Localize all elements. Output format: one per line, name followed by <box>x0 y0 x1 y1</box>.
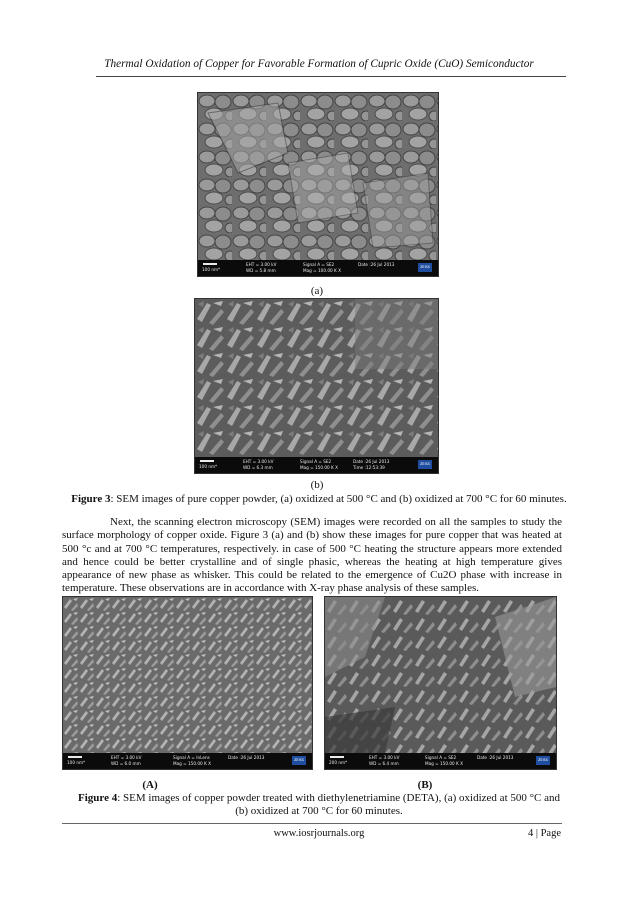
scale-label: 100 nm* <box>199 464 218 469</box>
eht-label: EHT = 3.00 kV <box>243 459 274 464</box>
wd-label: WD = 5.8 mm <box>246 268 276 273</box>
wd-label: WD = 6.0 mm <box>111 761 141 766</box>
scale-bar <box>68 756 82 758</box>
running-title: Thermal Oxidation of Copper for Favorable Formation of Cupric Oxide (CuO) Semiconductor <box>104 58 534 70</box>
zeiss-logo: ZEISS <box>536 756 550 765</box>
sem-image-3a <box>197 92 439 277</box>
eht-label: EHT = 3.00 kV <box>369 755 400 760</box>
figure-3-caption <box>0 493 638 505</box>
figure-4-caption-text: : SEM images of copper powder treated with diethylenetriamine (DETA), (a) oxidized at 500 °C and <box>117 792 560 804</box>
eht-label: EHT = 3.00 kV <box>111 755 142 760</box>
zeiss-logo: ZEISS <box>418 263 432 272</box>
mag-label: Mag = 150.00 K X <box>425 761 463 766</box>
header-rule <box>96 76 566 77</box>
mag-label: Mag = 150.00 K X <box>173 761 211 766</box>
scale-label: 100 nm* <box>67 760 86 765</box>
sem-info-bar-3a <box>198 260 438 276</box>
body-paragraph-text: Next, the scanning electron microscopy (SEM) images were recorded on all the samples to study the surface morphology of copper oxide. Figure 3 (a) and (b) show these images for pure copper that was heated at 500 °c and at 700 °C temperatures, respectively. in case of 500 °C heating the structure appears more extended and hence could be better crystalline and of single phasic, whereas the heating at high temperature gives appearance of new phase as whisker. This could be related to the emergence of Cu2O phase with increase in temperature. These observations are in accordance with X-ray phase analysis of these samples. <box>62 516 562 595</box>
figure-4b-label: (B) <box>417 779 433 791</box>
date-label: Date :26 Jul 2013 <box>228 755 265 760</box>
signal-label: Signal A = SE2 <box>425 755 457 760</box>
figure-3b-label: (b) <box>310 479 324 491</box>
time-label: Time :12:53:39 <box>353 465 385 470</box>
figure-4-caption-line1 <box>0 792 638 804</box>
footer-page-number: 4 | Page <box>527 828 561 839</box>
date-label: Date :26 Jul 2013 <box>353 459 390 464</box>
sem-info-bar-4b <box>325 753 556 769</box>
sem-texture-flakes <box>63 597 312 753</box>
signal-label: Signal A = SE2 <box>303 262 335 267</box>
mag-label: Mag = 150.00 K X <box>300 465 338 470</box>
wd-label: WD = 6.4 mm <box>369 761 399 766</box>
figure-4-caption-line2: (b) oxidized at 700 °C for 60 minutes. <box>235 805 403 817</box>
footer-rule <box>62 823 562 824</box>
date-label: Date :26 Jul 2013 <box>358 262 395 267</box>
signal-label: Signal A = InLens <box>173 755 210 760</box>
sem-image-4b <box>324 596 557 770</box>
scale-bar <box>203 263 217 265</box>
figure-3-caption-text: : SEM images of pure copper powder, (a) oxidized at 500 °C and (b) oxidized at 700 °C for 60 minutes. <box>110 493 567 505</box>
sem-info-bar-3b <box>195 457 438 473</box>
scale-bar <box>200 460 214 462</box>
footer-url[interactable]: www.iosrjournals.org <box>273 828 365 839</box>
figure-3-caption-label: Figure 3 <box>71 493 111 505</box>
body-paragraph <box>62 516 562 596</box>
sem-texture-mixed <box>325 597 556 753</box>
scale-bar <box>330 756 344 758</box>
eht-label: EHT = 3.00 kV <box>246 262 277 267</box>
sem-texture-whiskers <box>195 299 438 457</box>
sem-image-3b <box>194 298 439 474</box>
figure-3a-label: (a) <box>310 285 324 297</box>
sem-image-4a <box>62 596 313 770</box>
zeiss-logo: ZEISS <box>292 756 306 765</box>
signal-label: Signal A = SE2 <box>300 459 332 464</box>
scale-label: 100 nm* <box>202 267 221 272</box>
sem-info-bar-4a <box>63 753 312 769</box>
figure-4-caption-label: Figure 4 <box>78 792 118 804</box>
zeiss-logo: ZEISS <box>418 460 432 469</box>
sem-texture-grains <box>198 93 438 260</box>
scale-label: 200 nm* <box>329 760 348 765</box>
date-label: Date :26 Jul 2013 <box>477 755 514 760</box>
mag-label: Mag = 100.00 K X <box>303 268 341 273</box>
wd-label: WD = 6.3 mm <box>243 465 273 470</box>
figure-4a-label: (A) <box>142 779 158 791</box>
